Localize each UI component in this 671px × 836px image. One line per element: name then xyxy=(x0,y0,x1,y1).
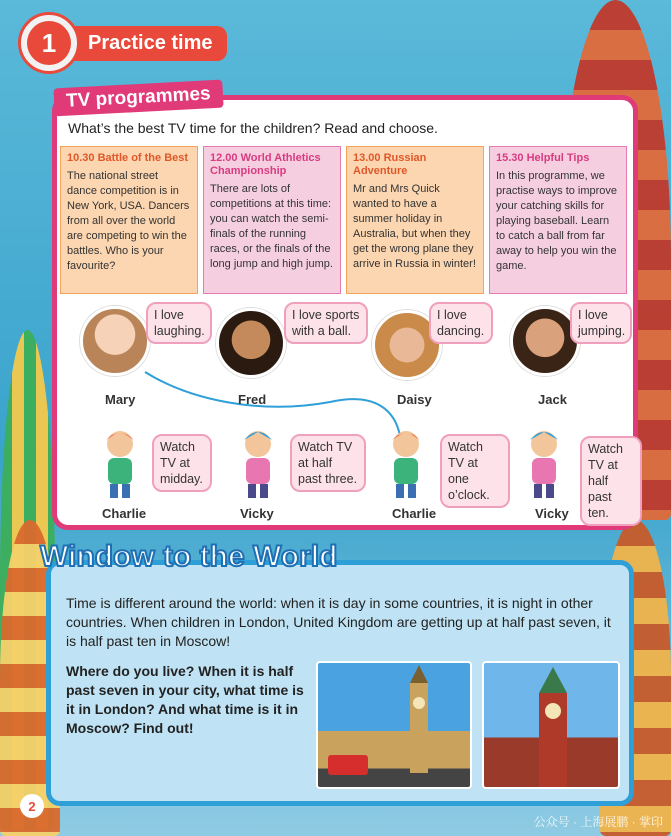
watermark: 公众号 · 上海展鹏 · 掌印 xyxy=(533,815,663,829)
cartoon-vicky xyxy=(522,426,566,500)
cartoon-name: Charlie xyxy=(102,506,147,521)
child-mary xyxy=(80,306,150,376)
vicky-figure xyxy=(522,426,566,500)
cartoon-name: Charlie xyxy=(392,506,437,521)
cartoon-charlie xyxy=(98,428,142,500)
charlie-figure xyxy=(384,428,428,500)
vicky-figure xyxy=(236,426,280,500)
programme-text: The national street dance competition is in New York, USA. Dancers from all over the world are competing to win the battles. Who is your favourite? xyxy=(67,170,190,272)
time-bubble: Watch TV at half past three. xyxy=(290,434,366,492)
page-number: 2 xyxy=(20,794,44,818)
big-ben-illustration xyxy=(318,663,472,789)
world-text: Time is different around the world: when it is day in some countries, it is night in other countries. When children in London, United Kingdom are getting up at half past seven, it is half past ten in Moscow! xyxy=(66,595,611,649)
programme-title: 12.00 World Athletics Championship xyxy=(210,152,321,177)
world-question: Where do you live? When it is half past seven in your city, what time is it in London? And what time is it in Moscow? Find out! xyxy=(66,663,304,736)
cartoon-name: Vicky xyxy=(535,506,569,521)
section-number-badge xyxy=(18,12,80,74)
section-header xyxy=(18,12,227,74)
window-to-the-world-title: Window to the World xyxy=(40,540,338,573)
london-photo xyxy=(316,661,472,789)
time-bubble: Watch TV at one o’clock. xyxy=(440,434,510,508)
programme-card xyxy=(489,146,627,294)
speech-bubble: I love jumping. xyxy=(570,302,632,344)
section-number: 1 xyxy=(27,21,71,65)
programme-text: In this programme, we practise ways to improve your catching skills for playing baseball. Learn to catch a ball from far away to help you win the game. xyxy=(496,170,618,272)
child-photo xyxy=(216,308,286,378)
child-fred xyxy=(216,308,286,378)
speech-bubble: I love sports with a ball. xyxy=(284,302,368,344)
programme-title: 13.00 Russian Adventure xyxy=(353,152,427,177)
child-name: Daisy xyxy=(397,392,432,407)
programme-card xyxy=(203,146,341,294)
child-name: Jack xyxy=(538,392,567,407)
time-bubble: Watch TV at midday. xyxy=(152,434,212,492)
programme-card xyxy=(60,146,198,294)
child-photo xyxy=(80,306,150,376)
child-name: Fred xyxy=(238,392,267,407)
programme-title: 10.30 Battle of the Best xyxy=(67,152,189,164)
programme-title: 15.30 Helpful Tips xyxy=(496,152,590,164)
cartoon-charlie xyxy=(384,428,428,500)
section-title: Practice time xyxy=(66,26,227,61)
programme-card xyxy=(346,146,484,294)
speech-bubble: I love dancing. xyxy=(429,302,493,344)
programme-text: Mr and Mrs Quick wanted to have a summer holiday in Australia, but when they get the wrong plane they arrive in Russia in winter! xyxy=(353,183,476,270)
kremlin-tower-illustration xyxy=(484,663,620,789)
child-name: Mary xyxy=(105,392,136,407)
instruction-text: What’s the best TV time for the children? Read and choose. xyxy=(68,120,438,136)
speech-bubble: I love laughing. xyxy=(146,302,212,344)
tv-programmes-tag: TV programmes xyxy=(53,80,223,117)
cartoon-vicky xyxy=(236,426,280,500)
charlie-figure xyxy=(98,428,142,500)
moscow-photo xyxy=(482,661,620,789)
cartoon-name: Vicky xyxy=(240,506,274,521)
programme-text: There are lots of competitions at this time: you can watch the semi-finals of the running races, or the finals of the long jump and high jump. xyxy=(210,183,333,270)
time-bubble: Watch TV at half past ten. xyxy=(580,436,642,526)
